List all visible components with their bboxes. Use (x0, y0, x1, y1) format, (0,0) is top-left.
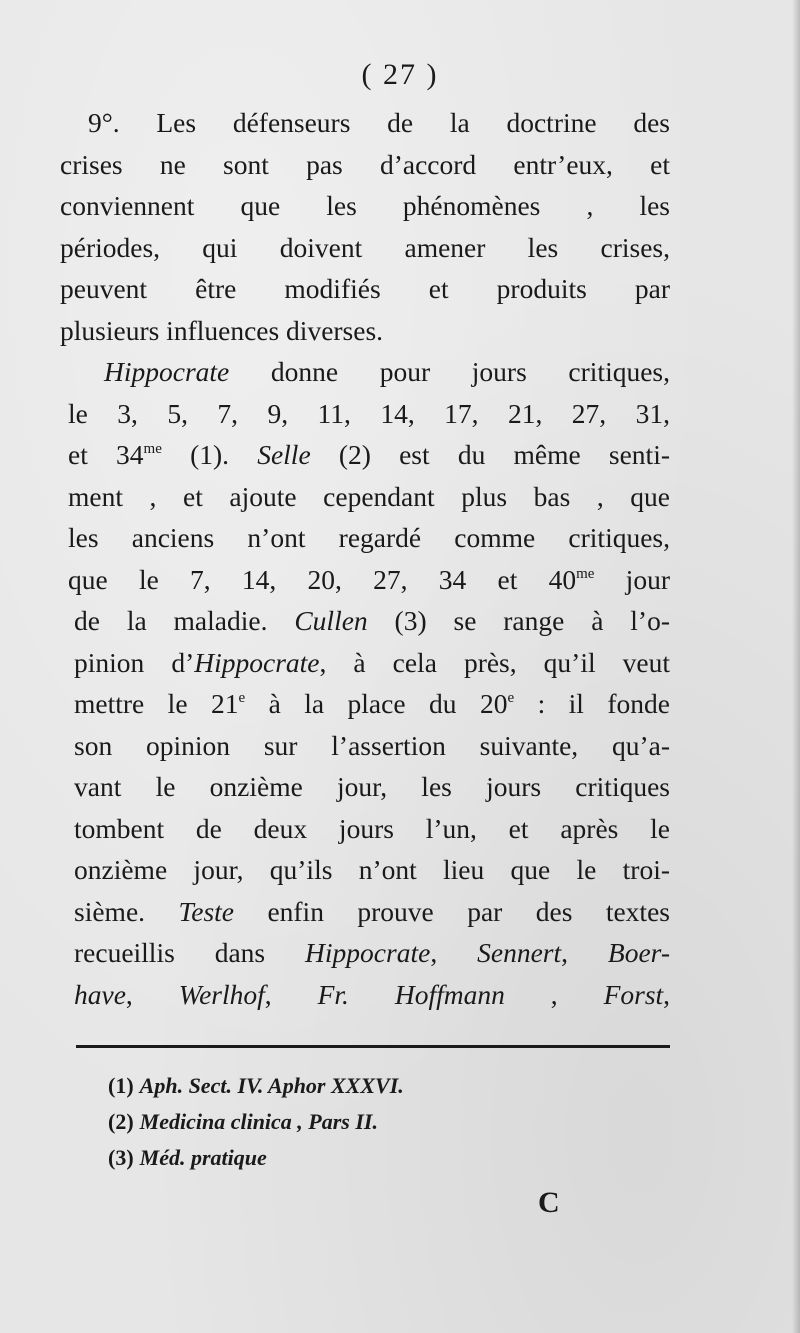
text-line: plusieurs influences diverses. (60, 314, 384, 346)
author-name: Sennert (477, 937, 562, 968)
text-segment: mettre le 21 (74, 688, 239, 719)
text-segment: , (125, 978, 179, 1010)
text-segment: , (663, 978, 671, 1010)
superscript: me (576, 565, 595, 582)
text-segment: , à cela près, qu’il veut (319, 646, 670, 678)
footnote (108, 1068, 404, 1104)
text-line: son opinion sur l’assertion suivante, qu’a- (74, 729, 670, 761)
text-line (60, 642, 670, 684)
text-segment: recueillis dans (74, 937, 306, 968)
page-number: ( 27 ) (361, 58, 439, 91)
text-segment: , (504, 978, 604, 1010)
text-line (60, 559, 670, 601)
text-segment: : il fonde (514, 688, 670, 719)
footnotes (108, 1068, 404, 1176)
text-line: tombent de deux jours l’un, et après le (74, 812, 670, 844)
text-line (60, 600, 670, 642)
author-name: Hippocrate (305, 937, 431, 968)
page-edge-shadow (792, 0, 800, 1333)
footnote-number: (2) (108, 1109, 134, 1134)
text-segment: , (561, 937, 608, 968)
footnote-number: (1) (108, 1073, 134, 1098)
text-line: 9°. Les défenseurs de la doctrine des (88, 107, 670, 138)
text-segment: (1). (161, 439, 258, 470)
author-name: Werlhof (178, 978, 265, 1010)
text-segment: (3) se range à l’o- (367, 605, 670, 636)
author-name: Boer- (607, 937, 670, 968)
author-name: Selle (257, 439, 311, 470)
superscript: e (238, 690, 246, 706)
text-line: les anciens n’ont regardé comme critiques, (68, 522, 670, 553)
text-line (60, 932, 670, 974)
superscript: e (507, 690, 515, 706)
text-segment: sième. (74, 895, 179, 927)
footnote-number: (3) (108, 1145, 134, 1170)
author-name: Teste (178, 895, 234, 927)
text-line: vant le onzième jour, les jours critiques (74, 771, 670, 802)
superscript: me (143, 441, 162, 457)
text-line: onzième jour, qu’ils n’ont lieu que le troi- (74, 854, 670, 885)
text-line: peuvent être modifiés et produits par (60, 273, 670, 304)
footnote-text: Aph. Sect. IV. Aphor XXXVI. (139, 1073, 404, 1098)
text-line: ment , et ajoute cependant plus bas , que (68, 480, 670, 512)
text-segment: de la maladie. (74, 605, 295, 636)
text-segment: , (264, 978, 318, 1010)
text-segment: donne pour jours critiques, (229, 356, 670, 387)
signature-mark: C (538, 1186, 560, 1219)
text-line (60, 683, 670, 725)
text-segment: jour (594, 563, 670, 595)
footnote-text: Medicina clinica , Pars II. (139, 1109, 378, 1134)
footnote-divider (76, 1045, 670, 1048)
footnote (108, 1140, 404, 1176)
text-segment: que le 7, 14, 20, 27, 34 et 40 (68, 563, 577, 595)
text-line (60, 891, 670, 933)
text-line (60, 434, 670, 476)
author-name: Hippocrate (104, 356, 230, 387)
author-name: Forst (603, 978, 664, 1010)
text-segment: , (430, 937, 478, 968)
text-segment: pinion d’ (74, 646, 195, 678)
footnote-text: Méd. pratique (139, 1145, 267, 1170)
text-line: conviennent que les phénomènes , les (60, 190, 670, 221)
text-segment: et 34 (68, 439, 144, 470)
text-line: crises ne sont pas d’accord entr’eux, et (60, 148, 670, 180)
text-segment: (2) est du même senti- (310, 439, 670, 470)
text-line (60, 351, 670, 393)
text-segment: enfin prouve par des textes (234, 895, 670, 927)
author-name: Hippocrate (194, 646, 320, 678)
text-line: périodes, qui doivent amener les crises, (60, 231, 670, 263)
main-text (60, 102, 670, 1015)
text-line: le 3, 5, 7, 9, 11, 14, 17, 21, 27, 31, (68, 397, 670, 429)
author-name: Cullen (294, 605, 368, 636)
author-name: Fr. Hoffmann (317, 978, 505, 1010)
text-line (60, 974, 670, 1016)
text-segment: à la place du 20 (245, 688, 508, 719)
footnote (108, 1104, 404, 1140)
author-name: have (74, 978, 126, 1010)
